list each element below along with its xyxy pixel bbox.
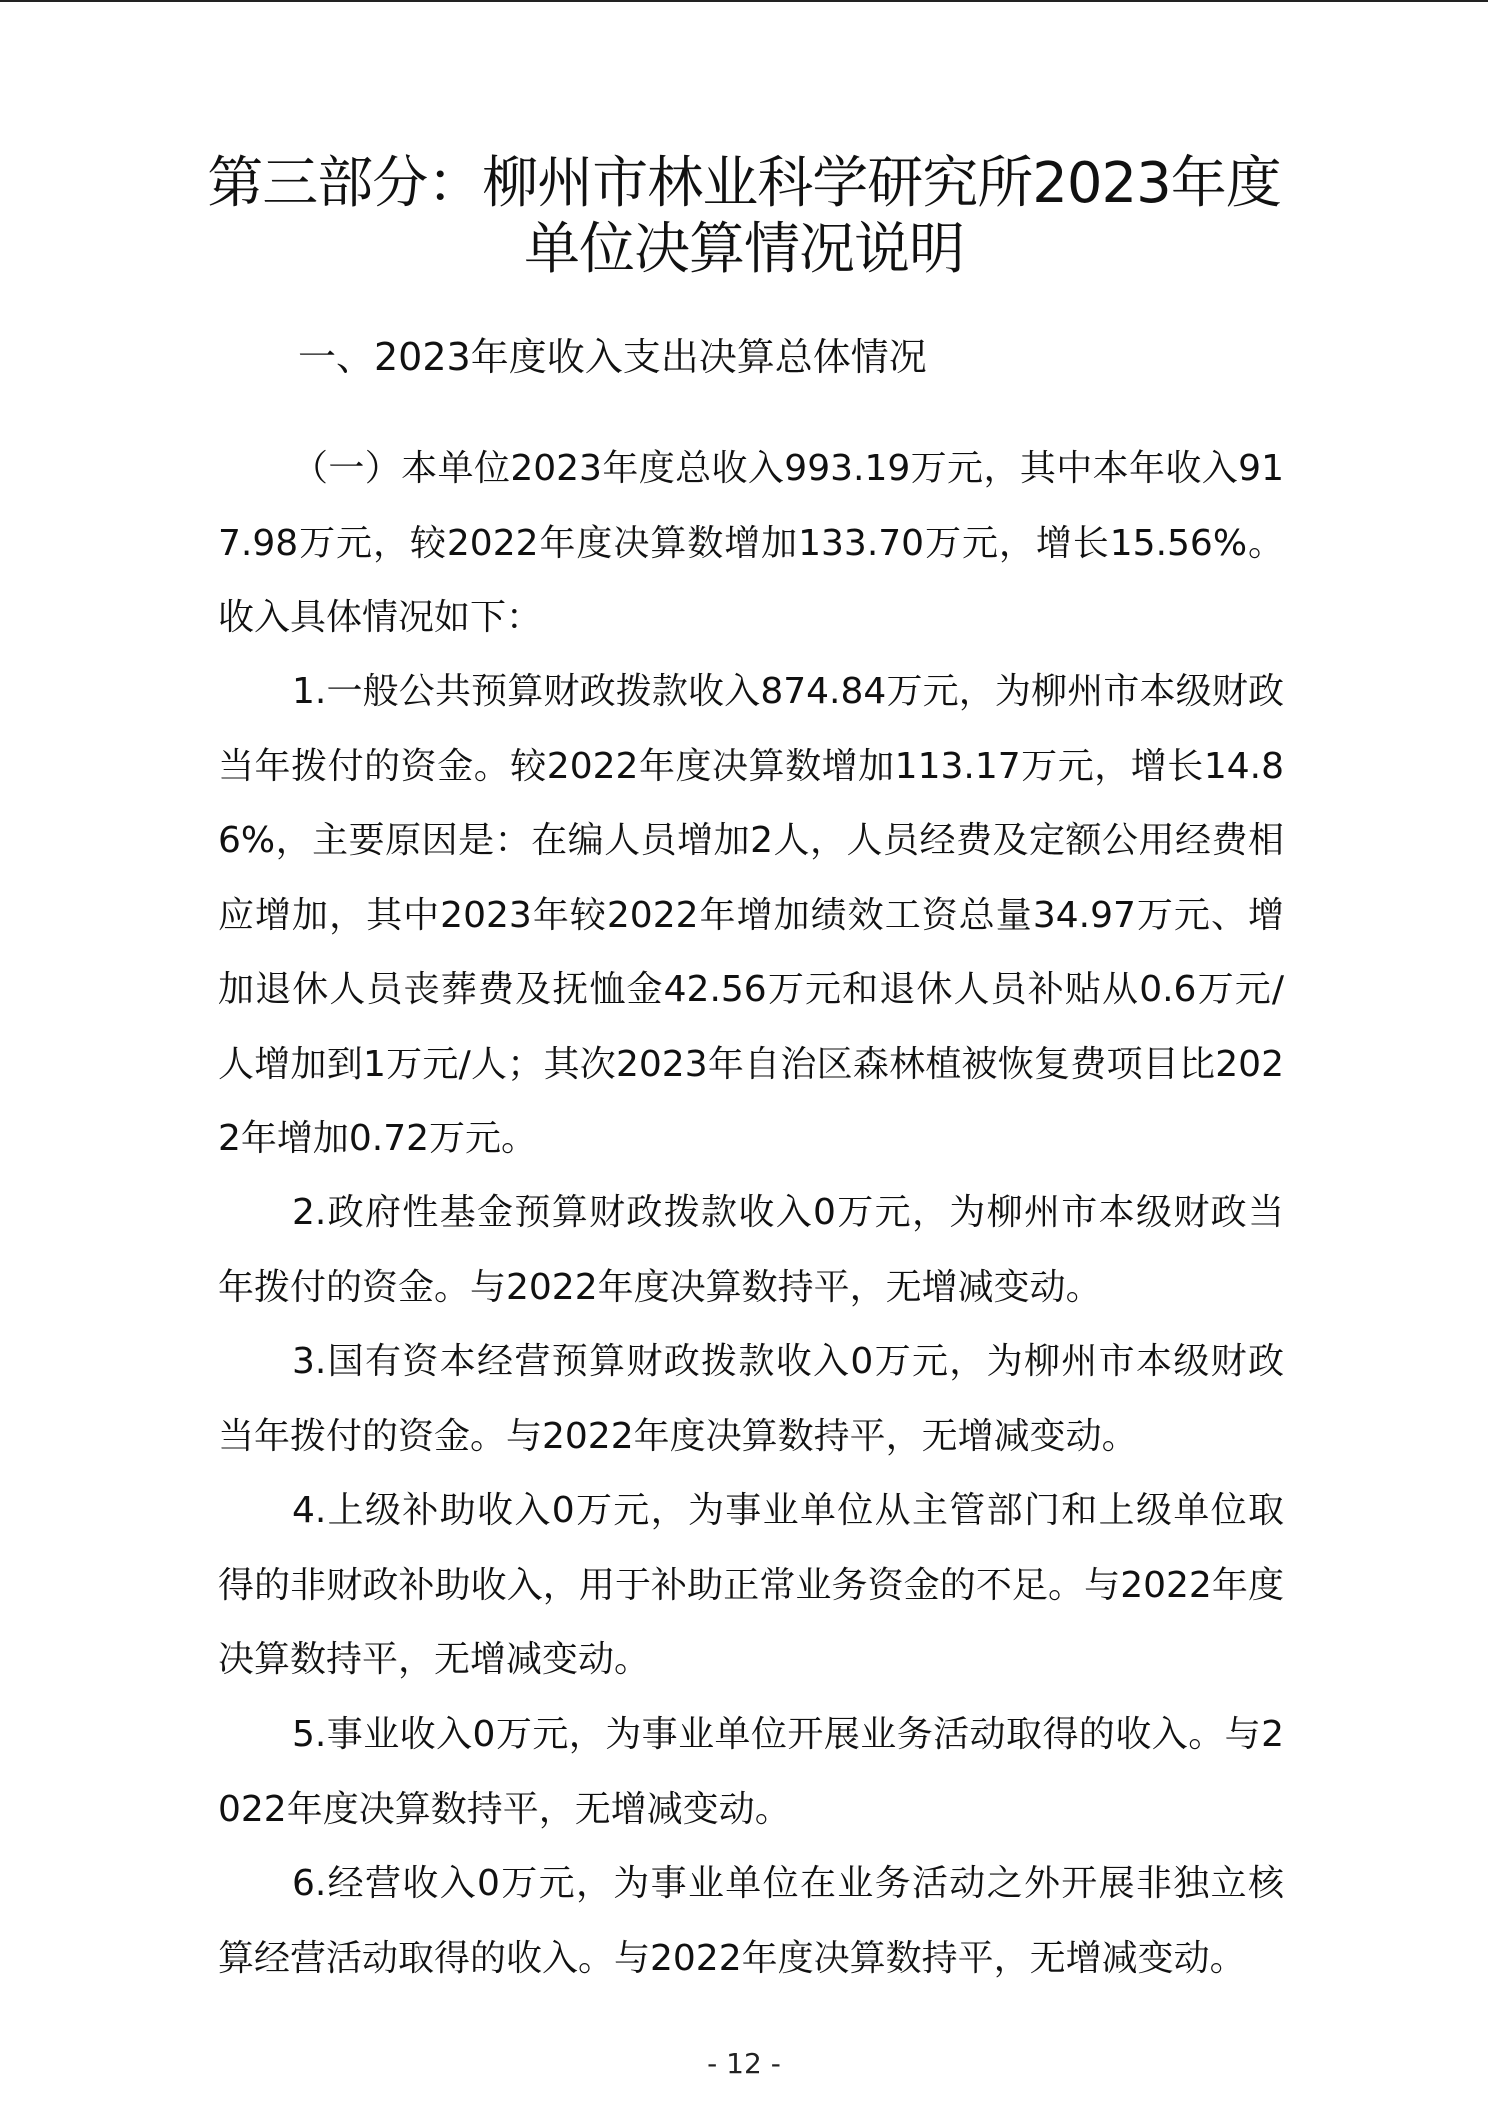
paragraph-government-fund-income: 2.政府性基金预算财政拨款收入0万元，为柳州市本级财政当年拨付的资金。与2022年度决算数持平，无增减变动。 xyxy=(218,1192,1284,1308)
page-title-line-1: 第三部分：柳州市林业科学研究所2023年度 xyxy=(207,151,1281,216)
page-title-line-2: 单位决算情况说明 xyxy=(524,217,964,282)
paragraph-superior-subsidy-income: 4.上级补助收入0万元，为事业单位从主管部门和上级单位取得的非财政补助收入，用于补助正常业务资金的不足。与2022年度决算数持平，无增减变动。 xyxy=(218,1490,1284,1680)
paragraph-operating-income: 6.经营收入0万元，为事业单位在业务活动之外开展非独立核算经营活动取得的收入。与2022年度决算数持平，无增减变动。 xyxy=(218,1863,1284,1979)
section-heading: 一、2023年度收入支出决算总体情况 xyxy=(298,335,927,379)
paragraph-business-income: 5.事业收入0万元，为事业单位开展业务活动取得的收入。与2022年度决算数持平，无增减变动。 xyxy=(218,1714,1284,1830)
paragraph-state-capital-income: 3.国有资本经营预算财政拨款收入0万元，为柳州市本级财政当年拨付的资金。与2022年度决算数持平，无增减变动。 xyxy=(218,1341,1284,1457)
page-number: - 12 - xyxy=(707,2047,781,2080)
paragraph-total-income: （一）本单位2023年度总收入993.19万元，其中本年收入917.98万元，较2022年度决算数增加133.70万元，增长15.56%。收入具体情况如下： xyxy=(218,448,1284,638)
paragraph-general-budget-income: 1.一般公共预算财政拨款收入874.84万元，为柳州市本级财政当年拨付的资金。较2022年度决算数增加113.17万元，增长14.86%，主要原因是：在编人员增加2人，人员经费及定额公用经费相应增加，其中2023年较2022年增加绩效工资总量34.97万元、增加退休人员丧葬费及抚恤金42.56万元和退休人员补贴从0.6万元/人增加到1万元/人；其次2023年自治区森林植被恢复费项目比2022年增加0.72万元。 xyxy=(218,671,1284,1159)
